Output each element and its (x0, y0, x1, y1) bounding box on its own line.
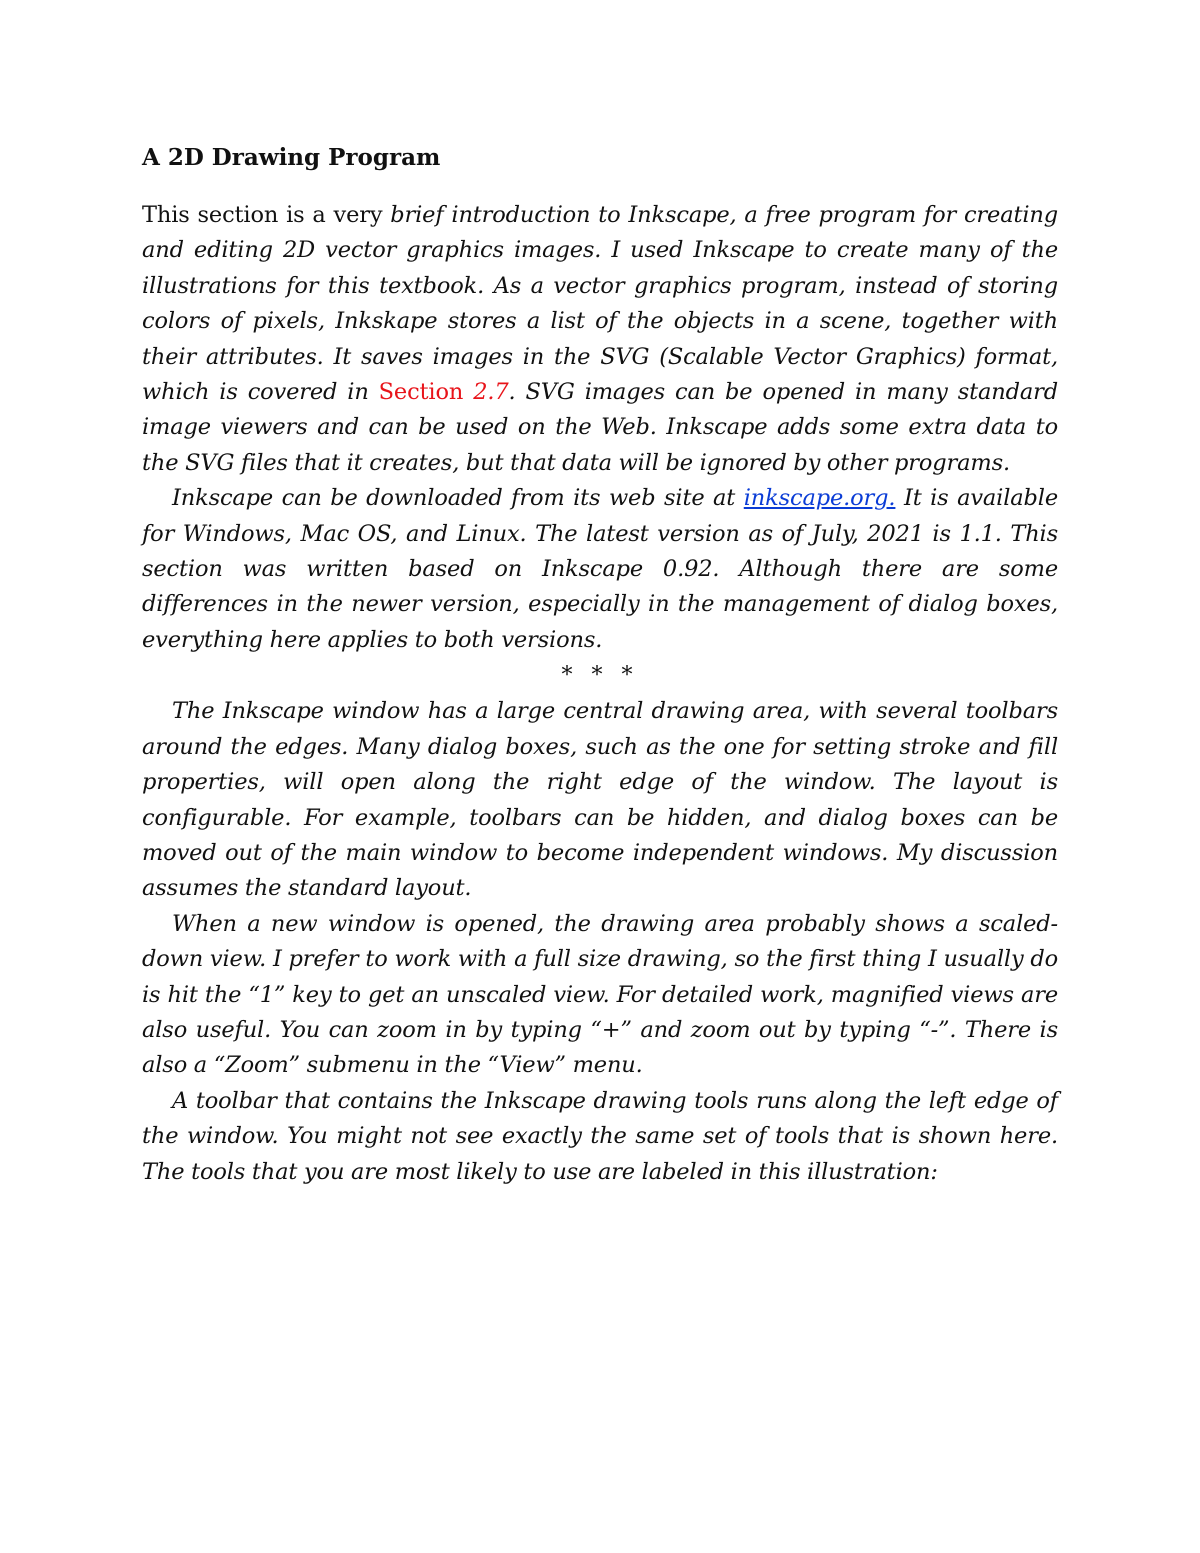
paragraph-toolbar: A toolbar that contains the Inkscape drawing tools runs along the left edge of the window. You might not see exactly the same set of tools that is shown here. The tools that you are most likely to use are labeled in this illustration: (142, 1087, 1058, 1185)
section-reference-number: 2.7 (473, 379, 509, 406)
section-title: A 2D Drawing Program (142, 144, 441, 171)
download-text-a: Inkscape can be downloaded from its web site at (172, 485, 744, 512)
intro-lead-text: This section is a very (142, 202, 391, 228)
intro-text-b: . SVG images can be opened in many standard image viewers and can be used on the Web. Inkscape adds some extra data to the SVG files that it creates, but that data will be ignored by other programs. (142, 379, 1058, 476)
section-separator: * * * (561, 663, 639, 689)
section-reference-link[interactable] (379, 379, 509, 405)
document-page (142, 140, 1058, 1190)
paragraph-zoom: When a new window is opened, the drawing area probably shows a scaled-down view. I prefer to work with a full size drawing, so the first thing I usually do is hit the “1” key to get an unscaled view. For detailed work, magnified views are also useful. You can zoom in by typing “+” and zoom out by typing “-”. There is also a “Zoom” submenu in the “View” menu. (142, 910, 1058, 1079)
section-reference-word: Section (378, 379, 474, 406)
inkscape-website-link[interactable]: inkscape.org. (743, 485, 896, 512)
paragraph-intro (142, 198, 1058, 481)
paragraph-window-layout: The Inkscape window has a large central drawing area, with several toolbars around the edges. Many dialog boxes, such as the one for setting stroke and fill properties, will open along the right edge of the window. The layout is configurable. For example, toolbars can be hidden, and dialog boxes can be moved out of the main window to become independent windows. My discussion assumes the standard layout. (142, 698, 1058, 902)
download-text-b: It is available for Windows, Mac OS, and Linux. The latest version as of July, 2021 is 1.1. This section was written based on Inkscape 0.92. Although there are some differences in the newer version, especially in the management of dialog boxes, everything here applies to both versions. (142, 485, 1059, 653)
intro-text-a: brief introduction to Inkscape, a free program for creating and editing 2D vector graphics images. I used Inkscape to create many of the illustrations for this textbook. As a vector graphics program, instead of storing colors of pixels, Inkskape stores a list of the objects in a scene, together with their attributes. It saves images in the SVG (Scalable Vector Graphics) format, which is covered in (142, 202, 1058, 406)
paragraph-download (142, 481, 1058, 658)
